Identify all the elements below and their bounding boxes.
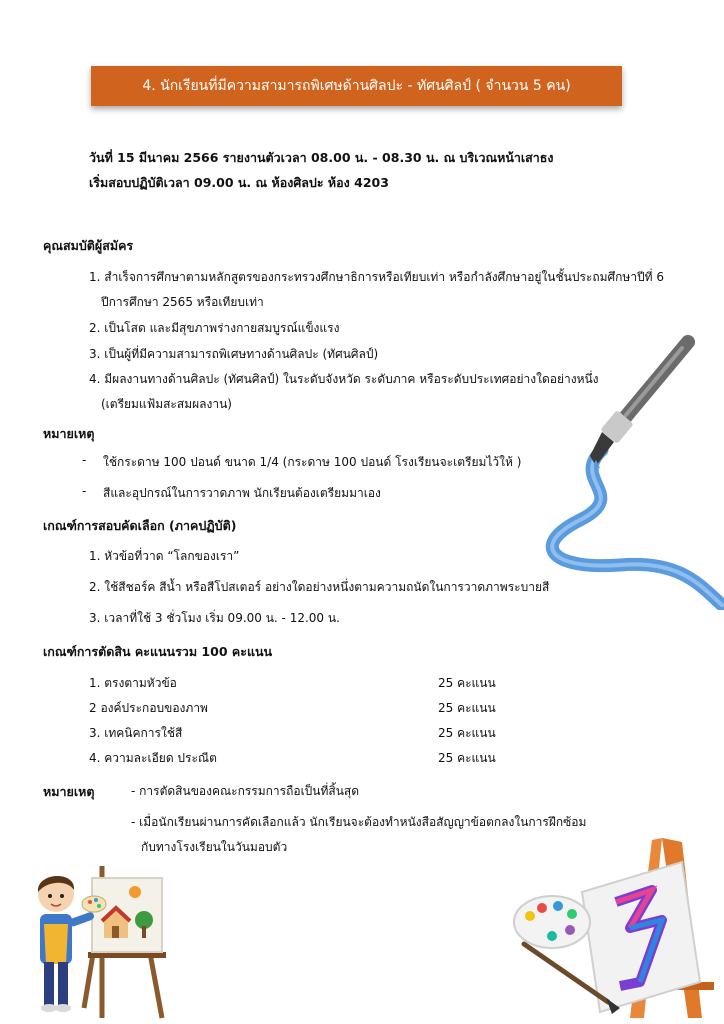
criteria-heading: เกณฑ์การสอบคัดเลือก (ภาคปฏิบัติ) [43,518,237,533]
child-painter-illustration [22,858,172,1024]
schedule-line-2: เริ่มสอบปฏิบัติเวลา 09.00 น. ณ ห้องศิลปะ ห้อง 4203 [89,175,389,190]
note-1-item-2: สีและอุปกรณ์ในการวาดภาพ นักเรียนต้องเตรียมมาเอง [103,486,381,500]
note-1-dash-1: - [82,453,87,467]
note-2-heading: หมายเหตุ [43,784,95,799]
schedule-line-1: วันที่ 15 มีนาคม 2566 รายงานตัวเวลา 08.00 น. - 08.30 น. ณ บริเวณหน้าเสาธง [89,150,554,165]
qualification-item-1-line-1: 1. สำเร็จการศึกษาตามหลักสูตรของกระทรวงศึกษาธิการหรือเทียบเท่า หรือกำลังศึกษาอยู่ในชั้นประถมศึกษาปีที่ 6 [89,270,665,284]
qualification-item-1-line-2: ปีการศึกษา 2565 หรือเทียบเท่า [101,295,264,309]
note-1-item-1: ใช้กระดาษ 100 ปอนด์ ขนาด 1/4 (กระดาษ 100 ปอนด์ โรงเรียนจะเตรียมไว้ให้ ) [103,455,522,469]
note-2-line-1: - การตัดสินของคณะกรรมการถือเป็นที่สิ้นสุด [131,784,360,798]
criteria-item-3: 3. เวลาที่ใช้ 3 ชั่วโมง เริ่ม 09.00 น. - 12.00 น. [89,611,340,625]
criteria-item-1: 1. หัวข้อที่วาด “โลกของเรา” [89,549,240,563]
scoring-row-label: 4. ความละเอียด ประณีต [89,751,217,765]
scoring-row-score: 25 คะแนน [438,726,496,740]
scoring-row-score: 25 คะแนน [438,676,496,690]
qualification-item-3: 3. เป็นผู้ที่มีความสามารถพิเศษทางด้านศิลปะ (ทัศนศิลป์) [89,347,379,361]
scoring-row-score: 25 คะแนน [438,701,496,715]
qualification-item-2: 2. เป็นโสด และมีสุขภาพร่างกายสมบูรณ์แข็งแรง [89,321,340,335]
scoring-heading: เกณฑ์การตัดสิน คะแนนรวม 100 คะแนน [43,644,273,659]
note-1-heading: หมายเหตุ [43,426,95,441]
criteria-item-2: 2. ใช้สีชอร์ค สีน้ำ หรือสีโปสเตอร์ อย่างใดอย่างหนึ่งตามความถนัดในการวาดภาพระบายสี [89,580,550,594]
qualification-item-4-line-1: 4. มีผลงานทางด้านศิลปะ (ทัศนศิลป์) ในระดับจังหวัด ระดับภาค หรือระดับประเทศอย่างใดอย่างหนึ่ง [89,372,599,386]
scoring-row-score: 25 คะแนน [438,751,496,765]
scoring-row-label: 2 องค์ประกอบของภาพ [89,701,208,715]
note-2-line-2: - เมื่อนักเรียนผ่านการคัดเลือกแล้ว นักเรียนจะต้องทำหนังสือสัญญาข้อตกลงในการฝึกซ้อม [131,815,587,829]
paintbrush-stroke-icon [510,320,724,610]
note-1-dash-2: - [82,484,87,498]
note-2-line-3: กับทางโรงเรียนในวันมอบตัว [141,840,288,854]
easel-palette-illustration [512,832,722,1022]
page-title: 4. นักเรียนที่มีความสามารถพิเศษด้านศิลปะ - ทัศนศิลป์ ( จำนวน 5 คน) [142,78,571,94]
page-title-banner [91,66,622,106]
scoring-row-label: 3. เทคนิคการใช้สี [89,726,183,740]
qualification-item-4-line-2: (เตรียมแฟ้มสะสมผลงาน) [101,397,232,411]
scoring-row-label: 1. ตรงตามหัวข้อ [89,676,177,690]
qualifications-heading: คุณสมบัติผู้สมัคร [43,238,134,253]
